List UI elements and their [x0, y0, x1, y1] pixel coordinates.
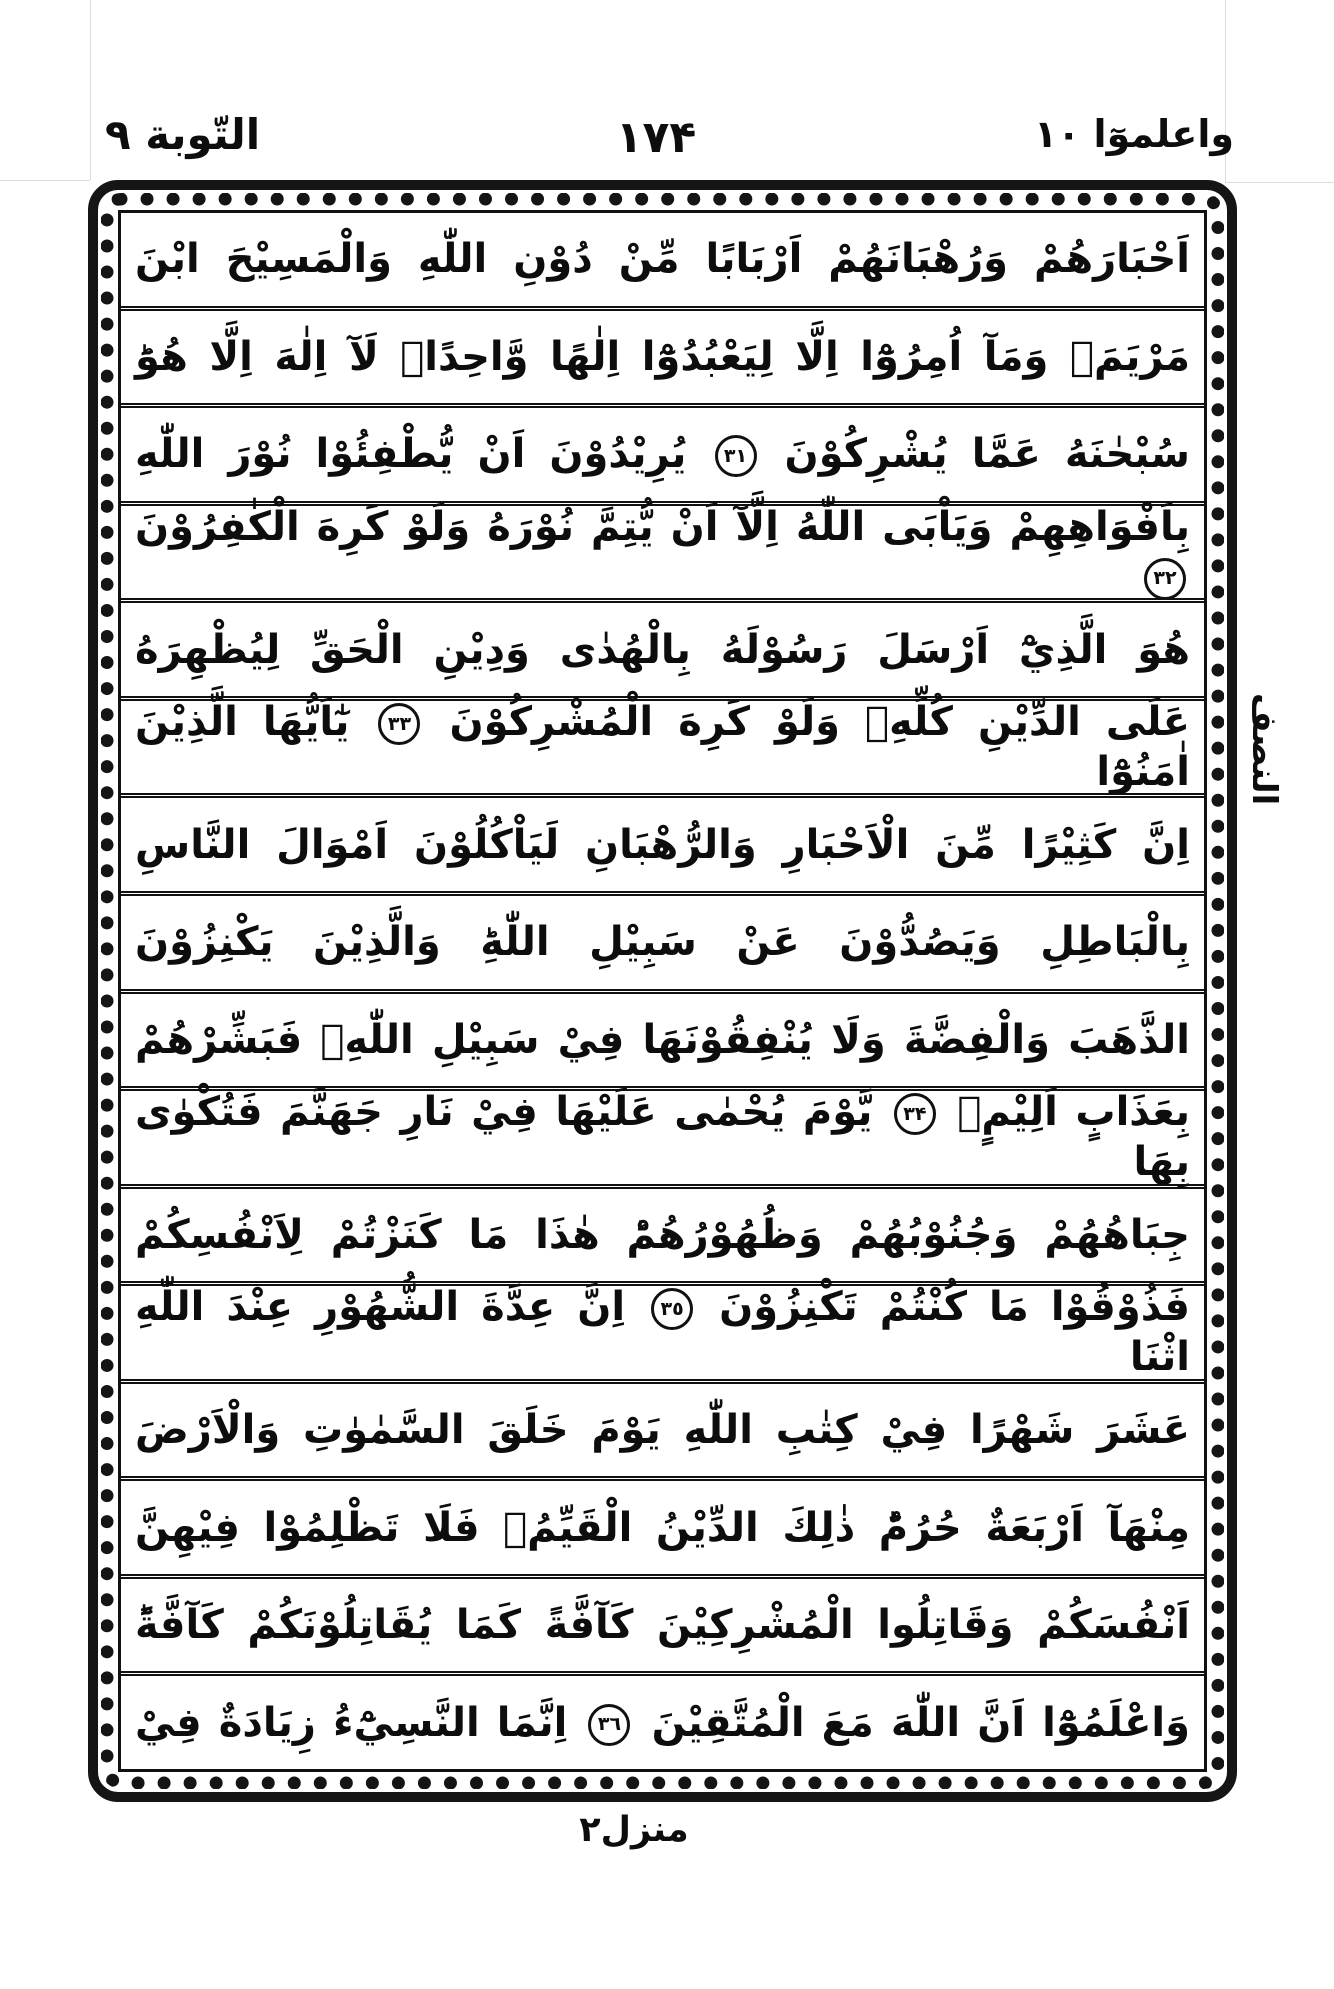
quran-line	[121, 1579, 1204, 1677]
quran-line	[121, 503, 1204, 604]
ayah-number-marker: ٣٣	[378, 703, 420, 745]
text-frame-outer-border	[88, 180, 1237, 1802]
half-juz-marker: النصف	[1244, 692, 1284, 805]
quran-line-text: مَرْيَمَۚ وَمَآ اُمِرُوْٓا اِلَّا لِيَعْبُدُوْٓا اِلٰهًا وَّاحِدًاۚ لَآ اِلٰهَ اِلَّا هُوَؕ	[135, 333, 1190, 380]
quran-line-text: هُوَ الَّذِيْٓ اَرْسَلَ رَسُوْلَهُ بِالْهُدٰى وَدِيْنِ الْحَقِّ لِيُظْهِرَهُ	[135, 626, 1190, 673]
ayah-number-marker: ٣۴	[894, 1093, 936, 1135]
quran-line	[121, 603, 1204, 701]
quran-line-text: سُبْحٰنَهُ عَمَّا يُشْرِكُوْنَ ٣١ يُرِيْدُوْنَ اَنْ يُّطْفِئُوْا نُوْرَ اللّٰهِ	[135, 431, 1190, 478]
quran-line-text: اَنْفُسَكُمْ وَقَاتِلُوا الْمُشْرِكِيْنَ كَآفَّةً كَمَا يُقَاتِلُوْنَكُمْ كَآفَّةًؕ	[135, 1602, 1190, 1649]
ayah-number-marker: ٣١	[715, 435, 757, 477]
text-frame-bead-border	[101, 193, 1224, 1789]
surah-name-label: التّوبة ٩	[105, 110, 261, 159]
ayah-number-marker: ٣٥	[651, 1288, 693, 1330]
quran-line	[121, 994, 1204, 1092]
quran-line	[121, 1189, 1204, 1287]
quran-line-text: بِاَفْوَاهِهِمْ وَيَاْبَى اللّٰهُ اِلَّآ اَنْ يُّتِمَّ نُوْرَهُ وَلَوْ كَرِهَ الْكٰفِرُوْنَ ٣٢	[135, 502, 1190, 602]
quran-line-text: عَلَى الدِّيْنِ كُلِّهِۙ وَلَوْ كَرِهَ الْمُشْرِكُوْنَ ٣٣ يٰٓاَيُّهَا الَّذِيْنَ اٰمَنُوْٓا	[135, 699, 1190, 796]
scan-fold-line-left-vertical	[90, 0, 91, 180]
quran-line-text: بِالْبَاطِلِ وَيَصُدُّوْنَ عَنْ سَبِيْلِ اللّٰهِؕ وَالَّذِيْنَ يَكْنِزُوْنَ	[135, 919, 1190, 966]
quran-line	[121, 1481, 1204, 1579]
quran-line-text: اَحْبَارَهُمْ وَرُهْبَانَهُمْ اَرْبَابًا مِّنْ دُوْنِ اللّٰهِ وَالْمَسِيْحَ ابْنَ	[135, 236, 1190, 283]
quran-line	[121, 1384, 1204, 1482]
page-number: ١٧۴	[615, 112, 697, 163]
quran-line	[121, 896, 1204, 994]
quran-line	[121, 798, 1204, 896]
scan-fold-line-left-horizontal	[0, 180, 90, 181]
quran-line-text: وَاعْلَمُوْٓا اَنَّ اللّٰهَ مَعَ الْمُتَّقِيْنَ ٣٦ اِنَّمَا النَّسِيْٓءُ زِيَادَةٌ فِيْ	[135, 1699, 1190, 1746]
quran-line	[121, 1676, 1204, 1769]
manzil-marker: منزل۲	[579, 1810, 689, 1850]
quran-line	[121, 1091, 1204, 1189]
ayah-number-marker: ٣٦	[588, 1704, 630, 1746]
quran-line	[121, 311, 1204, 409]
quran-line	[121, 213, 1204, 311]
quran-line	[121, 408, 1204, 506]
quran-line-text: الذَّهَبَ وَالْفِضَّةَ وَلَا يُنْفِقُوْنَهَا فِيْ سَبِيْلِ اللّٰهِۙ فَبَشِّرْهُمْ	[135, 1016, 1190, 1063]
quran-line-text: بِعَذَابٍ اَلِيْمٍۙ ٣۴ يَّوْمَ يُحْمٰى عَلَيْهَا فِيْ نَارِ جَهَنَّمَ فَتُكْوٰى بِهَا	[135, 1089, 1190, 1186]
quran-line-text: جِبَاهُهُمْ وَجُنُوْبُهُمْ وَظُهُوْرُهُمْؕ هٰذَا مَا كَنَزْتُمْ لِاَنْفُسِكُمْ	[135, 1211, 1190, 1258]
quran-line-text: فَذُوْقُوْا مَا كُنْتُمْ تَكْنِزُوْنَ ٣٥ اِنَّ عِدَّةَ الشُّهُوْرِ عِنْدَ اللّٰهِ اثْنَا	[135, 1284, 1190, 1381]
quran-line	[121, 701, 1204, 799]
juz-name-label: واعلموٓا ١٠	[1033, 112, 1234, 156]
quran-lines	[118, 210, 1207, 1772]
quran-line-text: عَشَرَ شَهْرًا فِيْ كِتٰبِ اللّٰهِ يَوْمَ خَلَقَ السَّمٰوٰتِ وَالْاَرْضَ	[135, 1407, 1190, 1454]
scan-fold-line-right-horizontal	[1225, 182, 1334, 183]
ayah-number-marker: ٣٢	[1144, 558, 1186, 600]
quran-line	[121, 1286, 1204, 1384]
quran-line-text: اِنَّ كَثِيْرًا مِّنَ الْاَحْبَارِ وَالرُّهْبَانِ لَيَاْكُلُوْنَ اَمْوَالَ النَّاسِ	[135, 821, 1190, 868]
quran-line-text: مِنْهَآ اَرْبَعَةٌ حُرُمٌؕ ذٰلِكَ الدِّيْنُ الْقَيِّمُۙ فَلَا تَظْلِمُوْا فِيْهِنَّ	[135, 1504, 1190, 1551]
